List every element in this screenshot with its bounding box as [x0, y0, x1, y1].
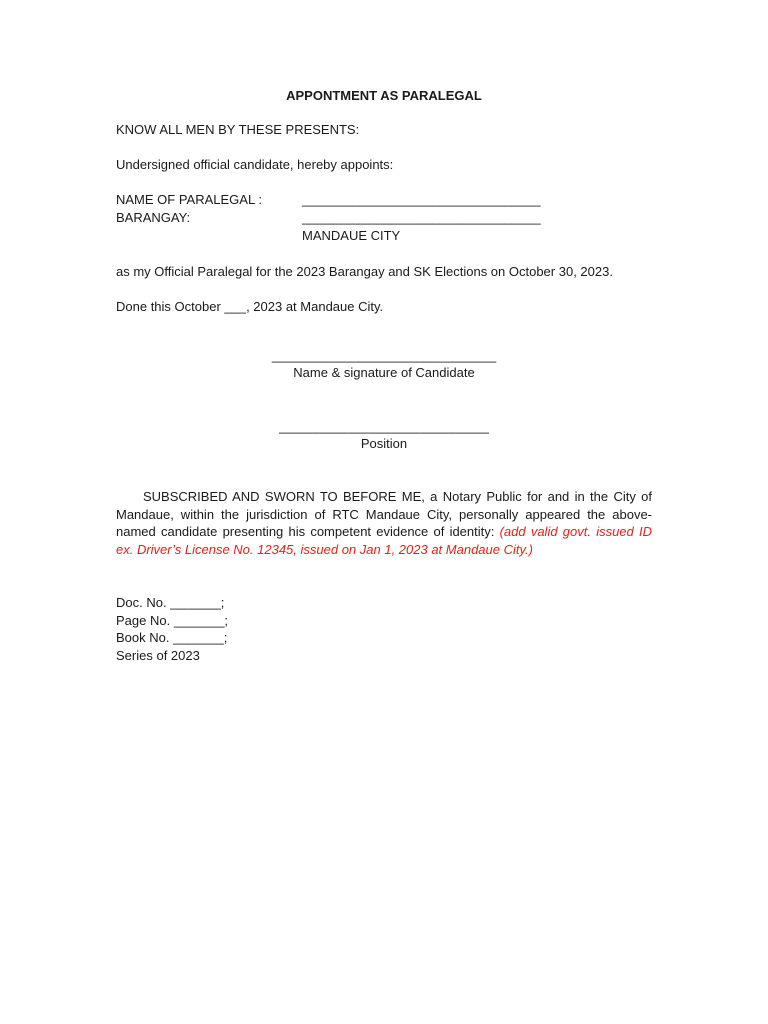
candidate-signature-block — [116, 347, 652, 381]
name-of-paralegal-line: _________________________________ — [302, 192, 541, 207]
name-of-paralegal-label: NAME OF PARALEGAL : — [116, 192, 262, 207]
city-field-row — [116, 227, 652, 245]
barangay-label: BARANGAY: — [116, 210, 191, 225]
series-text: Series of 2023 — [116, 647, 200, 663]
city-text: MANDAUE CITY — [302, 228, 401, 243]
notarial-register-block — [116, 594, 652, 664]
position-caption: Position — [360, 436, 408, 451]
barangay-line: _________________________________ — [302, 210, 541, 225]
document-title: APPONTMENT AS PARALEGAL — [286, 88, 482, 103]
book-no-text: Book No. _______; — [116, 630, 228, 645]
position-line: _____________________________ — [279, 419, 489, 434]
barangay-field-row — [116, 209, 652, 227]
candidate-signature-line: _______________________________ — [271, 348, 497, 363]
candidate-signature-caption: Name & signature of Candidate — [293, 365, 475, 380]
city-spacer — [116, 227, 302, 245]
done-text: Done this October ___, 2023 at Mandaue City. — [116, 299, 384, 314]
notary-id-note: (add valid govt. issued ID ex. Driver’s License No. 12345, issued on Jan 1, 2023 at Mandaue City.) — [116, 524, 652, 557]
page-no-text: Page No. _______; — [116, 612, 229, 628]
notary-paragraph — [116, 488, 652, 558]
appoints-text: Undersigned official candidate, hereby appoints: — [116, 157, 394, 172]
intro-text: KNOW ALL MEN BY THESE PRESENTS: — [116, 122, 360, 137]
doc-no-text: Doc. No. _______; — [116, 595, 225, 610]
position-block — [116, 418, 652, 452]
name-field-row — [116, 191, 652, 209]
notary-text: SUBSCRIBED AND SWORN TO BEFORE ME, a Notary Public for and in the City of Mandaue, within the jurisdiction of RTC Mandaue City, personally appeared the above-named candidate presenting his competent evidence of identity: — [116, 489, 652, 539]
fields-block — [116, 191, 652, 245]
purpose-text: as my Official Paralegal for the 2023 Barangay and SK Elections on October 30, 2023. — [116, 264, 613, 279]
